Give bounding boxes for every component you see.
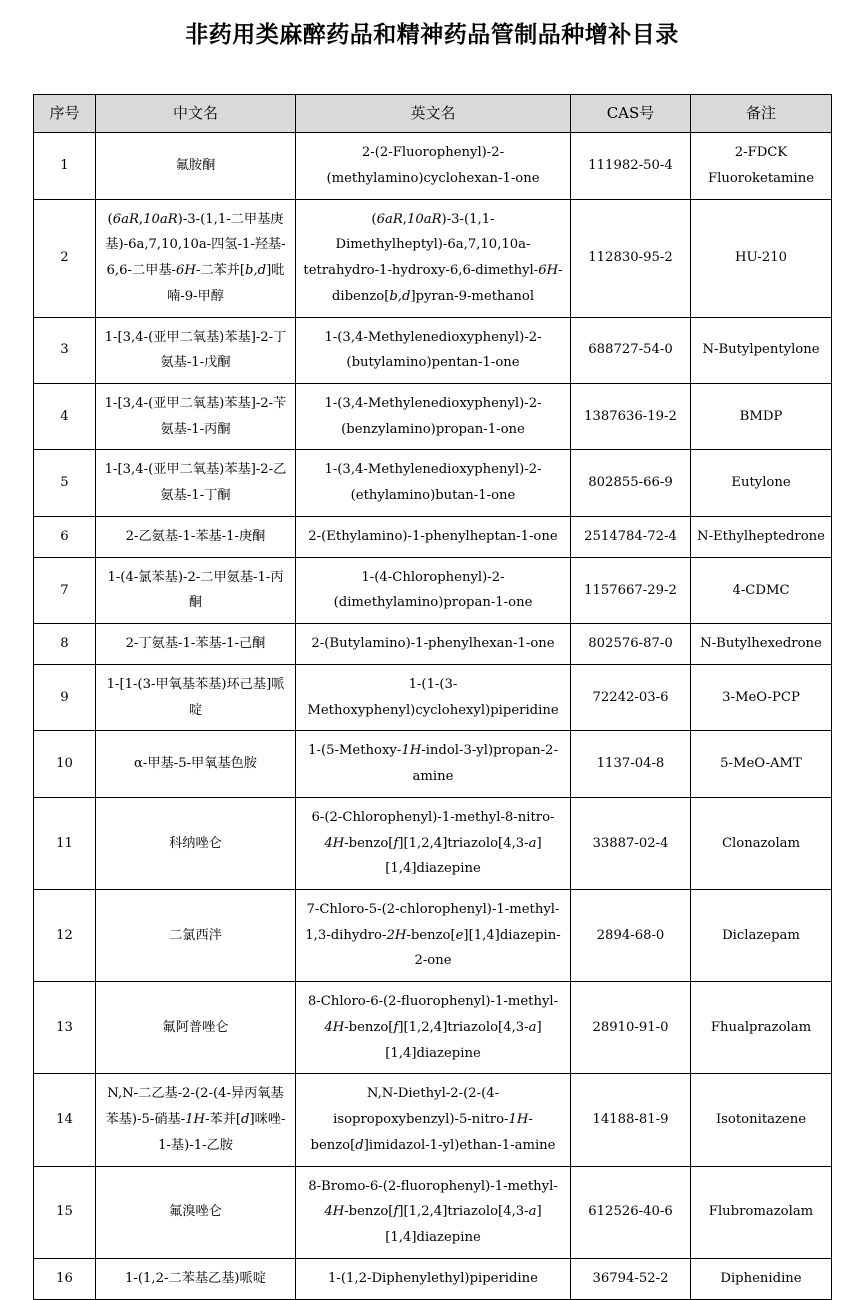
cell-english-name: 8-Chloro-6-(2-fluorophenyl)-1-methyl-4H-benzo[f][1,2,4]triazolo[4,3-a][1,4]diazepine bbox=[296, 982, 571, 1074]
cell-english-name: 1-(5-Methoxy-1H-indol-3-yl)propan-2-amine bbox=[296, 731, 571, 797]
cell-english-name: N,N-Diethyl-2-(2-(4-isopropoxybenzyl)-5-nitro-1H-benzo[d]imidazol-1-yl)ethan-1-amine bbox=[296, 1074, 571, 1166]
cell-chinese-name: 1-[3,4-(亚甲二氧基)苯基]-2-苄氨基-1-丙酮 bbox=[96, 383, 296, 449]
cell-cas-number: 36794-52-2 bbox=[571, 1258, 691, 1299]
cell-cas-number: 28910-91-0 bbox=[571, 982, 691, 1074]
cell-remark: Diclazepam bbox=[691, 889, 832, 981]
cell-index: 4 bbox=[34, 383, 96, 449]
cell-cas-number: 14188-81-9 bbox=[571, 1074, 691, 1166]
table-row bbox=[34, 982, 832, 1074]
cell-index: 6 bbox=[34, 516, 96, 557]
cell-index: 1 bbox=[34, 133, 96, 199]
controlled-substances-table bbox=[33, 94, 832, 1300]
cell-remark: N-Butylpentylone bbox=[691, 317, 832, 383]
cell-index: 11 bbox=[34, 797, 96, 889]
table-row bbox=[34, 317, 832, 383]
cell-cas-number: 2894-68-0 bbox=[571, 889, 691, 981]
cell-cas-number: 1157667-29-2 bbox=[571, 557, 691, 623]
cell-english-name: 7-Chloro-5-(2-chlorophenyl)-1-methyl-1,3-dihydro-2H-benzo[e][1,4]diazepin-2-one bbox=[296, 889, 571, 981]
cell-english-name: 1-(1-(3-Methoxyphenyl)cyclohexyl)piperidine bbox=[296, 664, 571, 730]
cell-chinese-name: 科纳唑仑 bbox=[96, 797, 296, 889]
cell-cas-number: 612526-40-6 bbox=[571, 1166, 691, 1258]
cell-remark: Flubromazolam bbox=[691, 1166, 832, 1258]
cell-index: 7 bbox=[34, 557, 96, 623]
cell-index: 2 bbox=[34, 199, 96, 317]
cell-chinese-name: 1-(1,2-二苯基乙基)哌啶 bbox=[96, 1258, 296, 1299]
cell-index: 16 bbox=[34, 1258, 96, 1299]
table-row bbox=[34, 516, 832, 557]
cell-chinese-name: 2-乙氨基-1-苯基-1-庚酮 bbox=[96, 516, 296, 557]
cell-index: 9 bbox=[34, 664, 96, 730]
cell-chinese-name: 1-(4-氯苯基)-2-二甲氨基-1-丙酮 bbox=[96, 557, 296, 623]
cell-index: 12 bbox=[34, 889, 96, 981]
cell-chinese-name: 1-[3,4-(亚甲二氧基)苯基]-2-丁氨基-1-戊酮 bbox=[96, 317, 296, 383]
cell-remark: Fhualprazolam bbox=[691, 982, 832, 1074]
cell-remark: 3-MeO-PCP bbox=[691, 664, 832, 730]
cell-chinese-name: 2-丁氨基-1-苯基-1-己酮 bbox=[96, 624, 296, 665]
cell-remark: 2-FDCK Fluoroketamine bbox=[691, 133, 832, 199]
cell-index: 10 bbox=[34, 731, 96, 797]
table-row bbox=[34, 383, 832, 449]
cell-english-name: 6-(2-Chlorophenyl)-1-methyl-8-nitro-4H-benzo[f][1,2,4]triazolo[4,3-a][1,4]diazepine bbox=[296, 797, 571, 889]
cell-english-name: 1-(3,4-Methylenedioxyphenyl)-2-(butylamino)pentan-1-one bbox=[296, 317, 571, 383]
cell-chinese-name: 1-[3,4-(亚甲二氧基)苯基]-2-乙氨基-1-丁酮 bbox=[96, 450, 296, 516]
table-row bbox=[34, 731, 832, 797]
cell-cas-number: 112830-95-2 bbox=[571, 199, 691, 317]
table-body bbox=[34, 133, 832, 1299]
table-row bbox=[34, 557, 832, 623]
cell-english-name: 1-(1,2-Diphenylethyl)piperidine bbox=[296, 1258, 571, 1299]
cell-remark: N-Ethylheptedrone bbox=[691, 516, 832, 557]
column-header-english-name: 英文名 bbox=[296, 94, 571, 133]
cell-chinese-name: 二氯西泮 bbox=[96, 889, 296, 981]
cell-cas-number: 1137-04-8 bbox=[571, 731, 691, 797]
cell-remark: N-Butylhexedrone bbox=[691, 624, 832, 665]
cell-index: 14 bbox=[34, 1074, 96, 1166]
cell-english-name: 2-(Butylamino)-1-phenylhexan-1-one bbox=[296, 624, 571, 665]
column-header-cas-number: CAS号 bbox=[571, 94, 691, 133]
table-row bbox=[34, 1166, 832, 1258]
cell-english-name: 1-(4-Chlorophenyl)-2-(dimethylamino)propan-1-one bbox=[296, 557, 571, 623]
table-row bbox=[34, 624, 832, 665]
column-header-index: 序号 bbox=[34, 94, 96, 133]
cell-cas-number: 72242-03-6 bbox=[571, 664, 691, 730]
cell-english-name: 2-(2-Fluorophenyl)-2-(methylamino)cyclohexan-1-one bbox=[296, 133, 571, 199]
cell-cas-number: 1387636-19-2 bbox=[571, 383, 691, 449]
cell-remark: 5-MeO-AMT bbox=[691, 731, 832, 797]
cell-english-name: 1-(3,4-Methylenedioxyphenyl)-2-(ethylamino)butan-1-one bbox=[296, 450, 571, 516]
column-header-chinese-name: 中文名 bbox=[96, 94, 296, 133]
table-row bbox=[34, 797, 832, 889]
cell-english-name: (6aR,10aR)-3-(1,1-Dimethylheptyl)-6a,7,10,10a-tetrahydro-1-hydroxy-6,6-dimethyl-6H-dibenzo[b,d]pyran-9-methanol bbox=[296, 199, 571, 317]
cell-remark: BMDP bbox=[691, 383, 832, 449]
cell-index: 8 bbox=[34, 624, 96, 665]
cell-chinese-name: 氟胺酮 bbox=[96, 133, 296, 199]
cell-cas-number: 111982-50-4 bbox=[571, 133, 691, 199]
cell-index: 3 bbox=[34, 317, 96, 383]
cell-english-name: 2-(Ethylamino)-1-phenylheptan-1-one bbox=[296, 516, 571, 557]
cell-remark: 4-CDMC bbox=[691, 557, 832, 623]
cell-english-name: 8-Bromo-6-(2-fluorophenyl)-1-methyl-4H-benzo[f][1,2,4]triazolo[4,3-a][1,4]diazepine bbox=[296, 1166, 571, 1258]
cell-cas-number: 33887-02-4 bbox=[571, 797, 691, 889]
cell-chinese-name: 氟阿普唑仑 bbox=[96, 982, 296, 1074]
cell-chinese-name: 氟溴唑仑 bbox=[96, 1166, 296, 1258]
cell-cas-number: 802855-66-9 bbox=[571, 450, 691, 516]
table-header bbox=[34, 94, 832, 133]
table-row bbox=[34, 450, 832, 516]
cell-cas-number: 2514784-72-4 bbox=[571, 516, 691, 557]
cell-remark: Diphenidine bbox=[691, 1258, 832, 1299]
cell-remark: Clonazolam bbox=[691, 797, 832, 889]
table-row bbox=[34, 889, 832, 981]
cell-index: 13 bbox=[34, 982, 96, 1074]
table-row bbox=[34, 664, 832, 730]
table-row bbox=[34, 1258, 832, 1299]
cell-index: 5 bbox=[34, 450, 96, 516]
cell-remark: Eutylone bbox=[691, 450, 832, 516]
cell-english-name: 1-(3,4-Methylenedioxyphenyl)-2-(benzylamino)propan-1-one bbox=[296, 383, 571, 449]
cell-chinese-name: (6aR,10aR)-3-(1,1-二甲基庚基)-6a,7,10,10a-四氢-1-羟基-6,6-二甲基-6H-二苯并[b,d]吡喃-9-甲醇 bbox=[96, 199, 296, 317]
cell-cas-number: 688727-54-0 bbox=[571, 317, 691, 383]
table-row bbox=[34, 1074, 832, 1166]
column-header-remark: 备注 bbox=[691, 94, 832, 133]
catalog-table-wrapper bbox=[33, 94, 831, 1300]
cell-remark: HU-210 bbox=[691, 199, 832, 317]
cell-chinese-name: α-甲基-5-甲氧基色胺 bbox=[96, 731, 296, 797]
table-row bbox=[34, 199, 832, 317]
page-title: 非药用类麻醉药品和精神药品管制品种增补目录 bbox=[185, 22, 679, 48]
cell-remark: Isotonitazene bbox=[691, 1074, 832, 1166]
cell-chinese-name: N,N-二乙基-2-(2-(4-异丙氧基苯基)-5-硝基-1H-苯并[d]咪唑-1-基)-1-乙胺 bbox=[96, 1074, 296, 1166]
table-header-row bbox=[34, 94, 832, 133]
table-row bbox=[34, 133, 832, 199]
cell-index: 15 bbox=[34, 1166, 96, 1258]
cell-chinese-name: 1-[1-(3-甲氧基苯基)环己基]哌啶 bbox=[96, 664, 296, 730]
cell-cas-number: 802576-87-0 bbox=[571, 624, 691, 665]
